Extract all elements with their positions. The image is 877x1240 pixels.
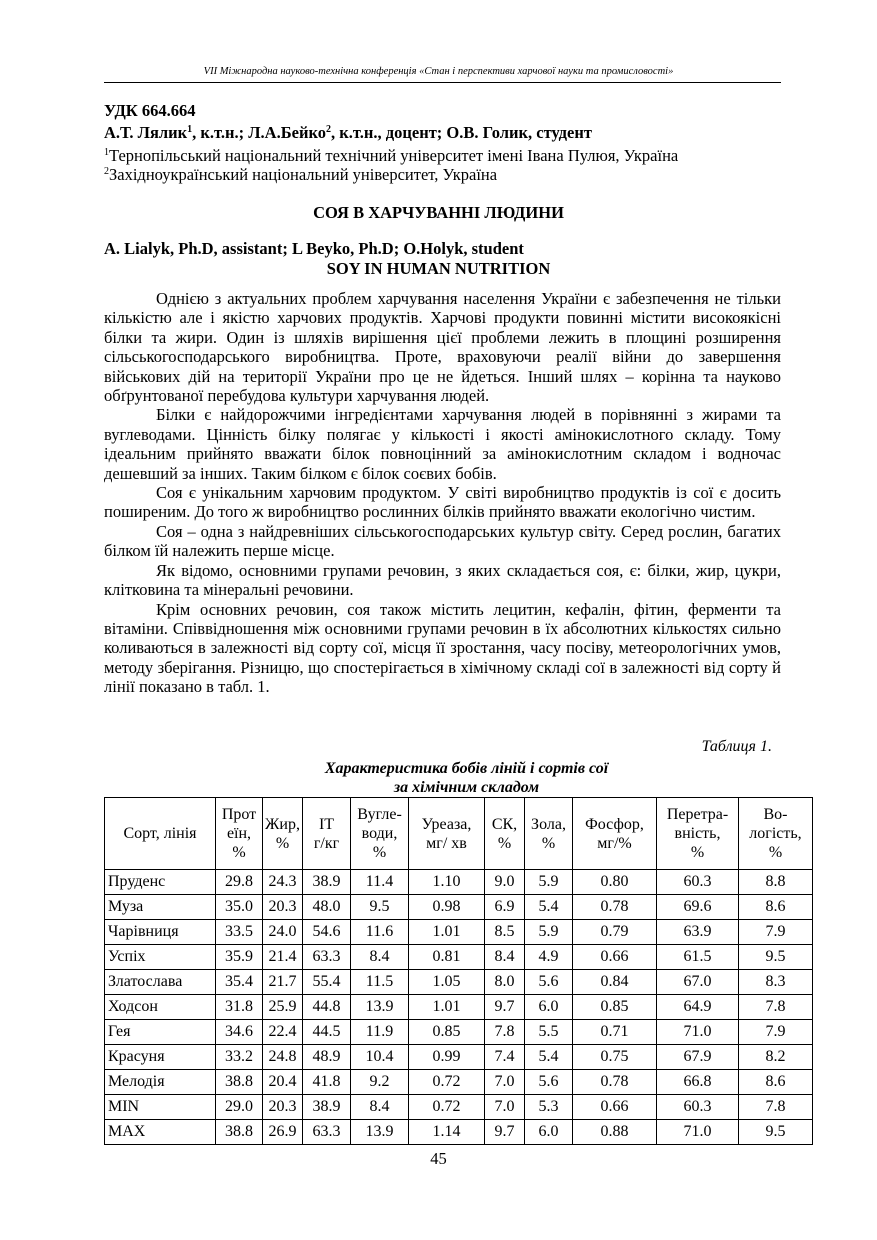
table-cell: 9.7 — [485, 1120, 525, 1145]
table-cell: 9.5 — [739, 1120, 813, 1145]
table-cell: 0.66 — [573, 945, 657, 970]
table-cell: 38.9 — [303, 870, 351, 895]
table-cell: 22.4 — [263, 1020, 303, 1045]
table-cell: 0.78 — [573, 895, 657, 920]
table-cell: 5.6 — [525, 1070, 573, 1095]
table-header-cell: Уреаза, мг/ хв — [409, 798, 485, 870]
table-cell: 1.01 — [409, 920, 485, 945]
table-header-cell: Во- логість, % — [739, 798, 813, 870]
table-cell: 21.7 — [263, 970, 303, 995]
table-cell: 20.3 — [263, 895, 303, 920]
table-cell: 11.6 — [351, 920, 409, 945]
table-caption — [104, 759, 829, 797]
table-row — [105, 1020, 813, 1045]
table-header-cell: Прот еїн, % — [216, 798, 263, 870]
table-row — [105, 870, 813, 895]
table-cell: 8.6 — [739, 1070, 813, 1095]
table-cell: 26.9 — [263, 1120, 303, 1145]
table-cell: 21.4 — [263, 945, 303, 970]
table-cell: 61.5 — [657, 945, 739, 970]
table-cell: 63.3 — [303, 945, 351, 970]
table-header-cell: Фосфор, мг/% — [573, 798, 657, 870]
table-cell: 29.0 — [216, 1095, 263, 1120]
paragraph: Білки є найдорожчими інгредієнтами харчування людей в порівнянні з жирами та вуглеводами. Цінність білку полягає у кількості і якості амінокислотного складу. Тому ідеальним прийнято вважати білок повноцінний за амінокислотним складом і водночас дешевший за інших. Таким білком є білок соєвих бобів. — [104, 405, 781, 483]
table-cell: 8.0 — [485, 970, 525, 995]
table-cell: 9.2 — [351, 1070, 409, 1095]
table-cell: 0.66 — [573, 1095, 657, 1120]
table-row — [105, 1045, 813, 1070]
table-cell: 38.9 — [303, 1095, 351, 1120]
table-cell: 41.8 — [303, 1070, 351, 1095]
table-cell: 20.4 — [263, 1070, 303, 1095]
table-cell: 0.98 — [409, 895, 485, 920]
table-cell: 0.81 — [409, 945, 485, 970]
table-cell: 63.9 — [657, 920, 739, 945]
paragraph: Однією з актуальних проблем харчування населення України є забезпечення не тільки кількістю але і якістю харчових продуктів. Харчові продукти повинні містити високоякісні білки та жири. Один із шляхів вирішення цієї проблеми лежить в площині розширення сільськогосподарського виробництва. Проте, враховуючи реалії війни до завершення військових дій на території України про це не йдеться. Інший шлях – корінна та науково обґрунтованої перебудова культури харчування людей. — [104, 289, 781, 406]
body-text — [104, 289, 781, 697]
table-cell: 64.9 — [657, 995, 739, 1020]
page-number: 45 — [430, 1149, 447, 1168]
table-cell: 8.3 — [739, 970, 813, 995]
table-row — [105, 895, 813, 920]
table-cell: 11.9 — [351, 1020, 409, 1045]
table-cell: 55.4 — [303, 970, 351, 995]
table-cell: 29.8 — [216, 870, 263, 895]
table-cell: 60.3 — [657, 1095, 739, 1120]
table-cell: 0.99 — [409, 1045, 485, 1070]
table-cell: 10.4 — [351, 1045, 409, 1070]
table-header-cell: ІТ г/кг — [303, 798, 351, 870]
affiliation-mark: 2 — [326, 124, 332, 135]
table-cell: 66.8 — [657, 1070, 739, 1095]
table-cell: 0.79 — [573, 920, 657, 945]
running-header: VII Міжнародна науково-технічна конференція «Стан і перспективи харчової науки та промисловості» — [203, 66, 674, 77]
table-header-cell: СК, % — [485, 798, 525, 870]
table-cell: 0.80 — [573, 870, 657, 895]
table-header-cell: Жир, % — [263, 798, 303, 870]
table-cell: 1.01 — [409, 995, 485, 1020]
table-cell: 7.8 — [739, 995, 813, 1020]
table-cell: 1.14 — [409, 1120, 485, 1145]
table-cell: 0.75 — [573, 1045, 657, 1070]
table-cell: 48.9 — [303, 1045, 351, 1070]
table-cell: 0.72 — [409, 1070, 485, 1095]
table-cell: 7.8 — [739, 1095, 813, 1120]
table-cell: 25.9 — [263, 995, 303, 1020]
table-body — [105, 870, 813, 1145]
table-cell: 9.5 — [739, 945, 813, 970]
table-cell: 35.0 — [216, 895, 263, 920]
table-cell: 0.85 — [573, 995, 657, 1020]
table-cell: 8.4 — [485, 945, 525, 970]
table-cell: 8.4 — [351, 1095, 409, 1120]
table-cell: 5.9 — [525, 870, 573, 895]
udc-code: УДК 664.664 — [104, 101, 196, 120]
table-cell: 8.2 — [739, 1045, 813, 1070]
variety-name-cell: Ходсон — [105, 995, 216, 1020]
table-cell: 9.5 — [351, 895, 409, 920]
paragraph: Соя є унікальним харчовим продуктом. У світі виробництво продуктів із сої є досить поширеним. До того ж виробництво рослинних білків прийнято вважати екологічно чистим. — [104, 483, 781, 522]
table-cell: 24.3 — [263, 870, 303, 895]
table-cell: 1.10 — [409, 870, 485, 895]
affiliation-text: Тернопільський національний технічний університет імені Івана Пулюя, Україна — [109, 146, 679, 165]
table-cell: 0.85 — [409, 1020, 485, 1045]
variety-name-cell: Мелодія — [105, 1070, 216, 1095]
affiliation-1 — [104, 146, 678, 166]
table-cell: 7.4 — [485, 1045, 525, 1070]
variety-name-cell: Чарівниця — [105, 920, 216, 945]
affiliation-2 — [104, 165, 497, 185]
table-cell: 8.8 — [739, 870, 813, 895]
table-cell: 6.0 — [525, 995, 573, 1020]
table-cell: 69.6 — [657, 895, 739, 920]
table-cell: 35.9 — [216, 945, 263, 970]
table-header-row — [105, 798, 813, 870]
variety-name-cell: Гея — [105, 1020, 216, 1045]
table-cell: 13.9 — [351, 1120, 409, 1145]
table-cell: 7.0 — [485, 1070, 525, 1095]
table-cell: 0.84 — [573, 970, 657, 995]
table-cell: 8.5 — [485, 920, 525, 945]
table-cell: 34.6 — [216, 1020, 263, 1045]
table-cell: 7.9 — [739, 920, 813, 945]
table-cell: 1.05 — [409, 970, 485, 995]
table-row — [105, 945, 813, 970]
table-cell: 0.72 — [409, 1095, 485, 1120]
table-cell: 5.3 — [525, 1095, 573, 1120]
table-cell: 13.9 — [351, 995, 409, 1020]
table-row — [105, 1070, 813, 1095]
table-cell: 5.6 — [525, 970, 573, 995]
authors-ua — [104, 123, 592, 143]
table-cell: 38.8 — [216, 1120, 263, 1145]
table-cell: 20.3 — [263, 1095, 303, 1120]
table-cell: 60.3 — [657, 870, 739, 895]
table-cell: 63.3 — [303, 1120, 351, 1145]
table-cell: 4.9 — [525, 945, 573, 970]
table-cell: 35.4 — [216, 970, 263, 995]
table-row — [105, 920, 813, 945]
table-caption-line: Характеристика бобів ліній і сортів сої — [324, 760, 609, 777]
variety-name-cell: Успіх — [105, 945, 216, 970]
table-row — [105, 970, 813, 995]
table-cell: 7.9 — [739, 1020, 813, 1045]
table-cell: 67.0 — [657, 970, 739, 995]
soy-composition-table — [104, 797, 813, 1145]
table-row — [105, 995, 813, 1020]
table-label: Таблиця 1. — [701, 738, 772, 755]
table-cell: 48.0 — [303, 895, 351, 920]
table-cell: 44.5 — [303, 1020, 351, 1045]
table-row — [105, 1120, 813, 1145]
table-cell: 71.0 — [657, 1120, 739, 1145]
table-cell: 5.4 — [525, 895, 573, 920]
table-cell: 11.4 — [351, 870, 409, 895]
variety-name-cell: MIN — [105, 1095, 216, 1120]
table-cell: 5.5 — [525, 1020, 573, 1045]
table-cell: 5.4 — [525, 1045, 573, 1070]
affiliation-text: Західноукраїнський національний університет, Україна — [109, 165, 498, 184]
table-header-cell: Зола, % — [525, 798, 573, 870]
table-cell: 9.7 — [485, 995, 525, 1020]
paper-title-ua: СОЯ В ХАРЧУВАННІ ЛЮДИНИ — [313, 203, 564, 222]
table-cell: 0.71 — [573, 1020, 657, 1045]
table-cell: 44.8 — [303, 995, 351, 1020]
paragraph: Соя – одна з найдревніших сільськогосподарських культур світу. Серед рослин, багатих білком їй належить перше місце. — [104, 521, 781, 561]
table-cell: 7.0 — [485, 1095, 525, 1120]
author-part: А.Т. Лялик — [104, 123, 188, 142]
table-row — [105, 1095, 813, 1120]
table-header-cell: Сорт, лінія — [105, 798, 216, 870]
paragraph: Як відомо, основними групами речовин, з яких складається соя, є: білки, жир, цукри, клітковина та мінеральні речовини. — [104, 560, 781, 600]
table-cell: 33.5 — [216, 920, 263, 945]
paragraph: Крім основних речовин, соя також містить лецитин, кефалін, фітин, ферменти та вітаміни. Співвідношення між основними групами речовин в їх абсолютних кількостях сильно коливаються в залежності від сорту сої, місця її зростання, часу посіву, метеорологічних умов, методу зберігання. Різницю, що спостерігається в хімічному складі сої в залежності від сорту й лінії показано в табл. 1. — [104, 599, 781, 697]
table-cell: 24.0 — [263, 920, 303, 945]
authors-en: A. Lialyk, Ph.D, assistant; L Beyko, Ph.D; O.Holyk, student — [104, 239, 524, 258]
affiliation-mark: 1 — [187, 124, 193, 135]
affiliation-mark: 1 — [104, 147, 109, 158]
variety-name-cell: Муза — [105, 895, 216, 920]
variety-name-cell: Златослава — [105, 970, 216, 995]
table-cell: 6.0 — [525, 1120, 573, 1145]
table-cell: 5.9 — [525, 920, 573, 945]
table-cell: 9.0 — [485, 870, 525, 895]
table-cell: 8.6 — [739, 895, 813, 920]
table-cell: 6.9 — [485, 895, 525, 920]
table-header-cell: Вугле- води, % — [351, 798, 409, 870]
table-cell: 11.5 — [351, 970, 409, 995]
table-cell: 24.8 — [263, 1045, 303, 1070]
header-rule — [104, 82, 781, 83]
variety-name-cell: Красуня — [105, 1045, 216, 1070]
variety-name-cell: MAX — [105, 1120, 216, 1145]
table-header-cell: Перетра- вність, % — [657, 798, 739, 870]
table-cell: 33.2 — [216, 1045, 263, 1070]
table-cell: 54.6 — [303, 920, 351, 945]
table-cell: 7.8 — [485, 1020, 525, 1045]
affiliation-mark: 2 — [104, 166, 109, 177]
author-part: , к.т.н.; Л.А.Бейко — [192, 123, 327, 142]
table-cell: 71.0 — [657, 1020, 739, 1045]
paper-title-en: SOY IN HUMAN NUTRITION — [326, 259, 551, 278]
table-cell: 0.88 — [573, 1120, 657, 1145]
table-cell: 0.78 — [573, 1070, 657, 1095]
table-cell: 8.4 — [351, 945, 409, 970]
variety-name-cell: Пруденс — [105, 870, 216, 895]
table-cell: 31.8 — [216, 995, 263, 1020]
table-cell: 67.9 — [657, 1045, 739, 1070]
table-caption-line: за хімічним складом — [393, 779, 540, 796]
author-part: , к.т.н., доцент; О.В. Голик, студент — [331, 123, 592, 142]
table-cell: 38.8 — [216, 1070, 263, 1095]
